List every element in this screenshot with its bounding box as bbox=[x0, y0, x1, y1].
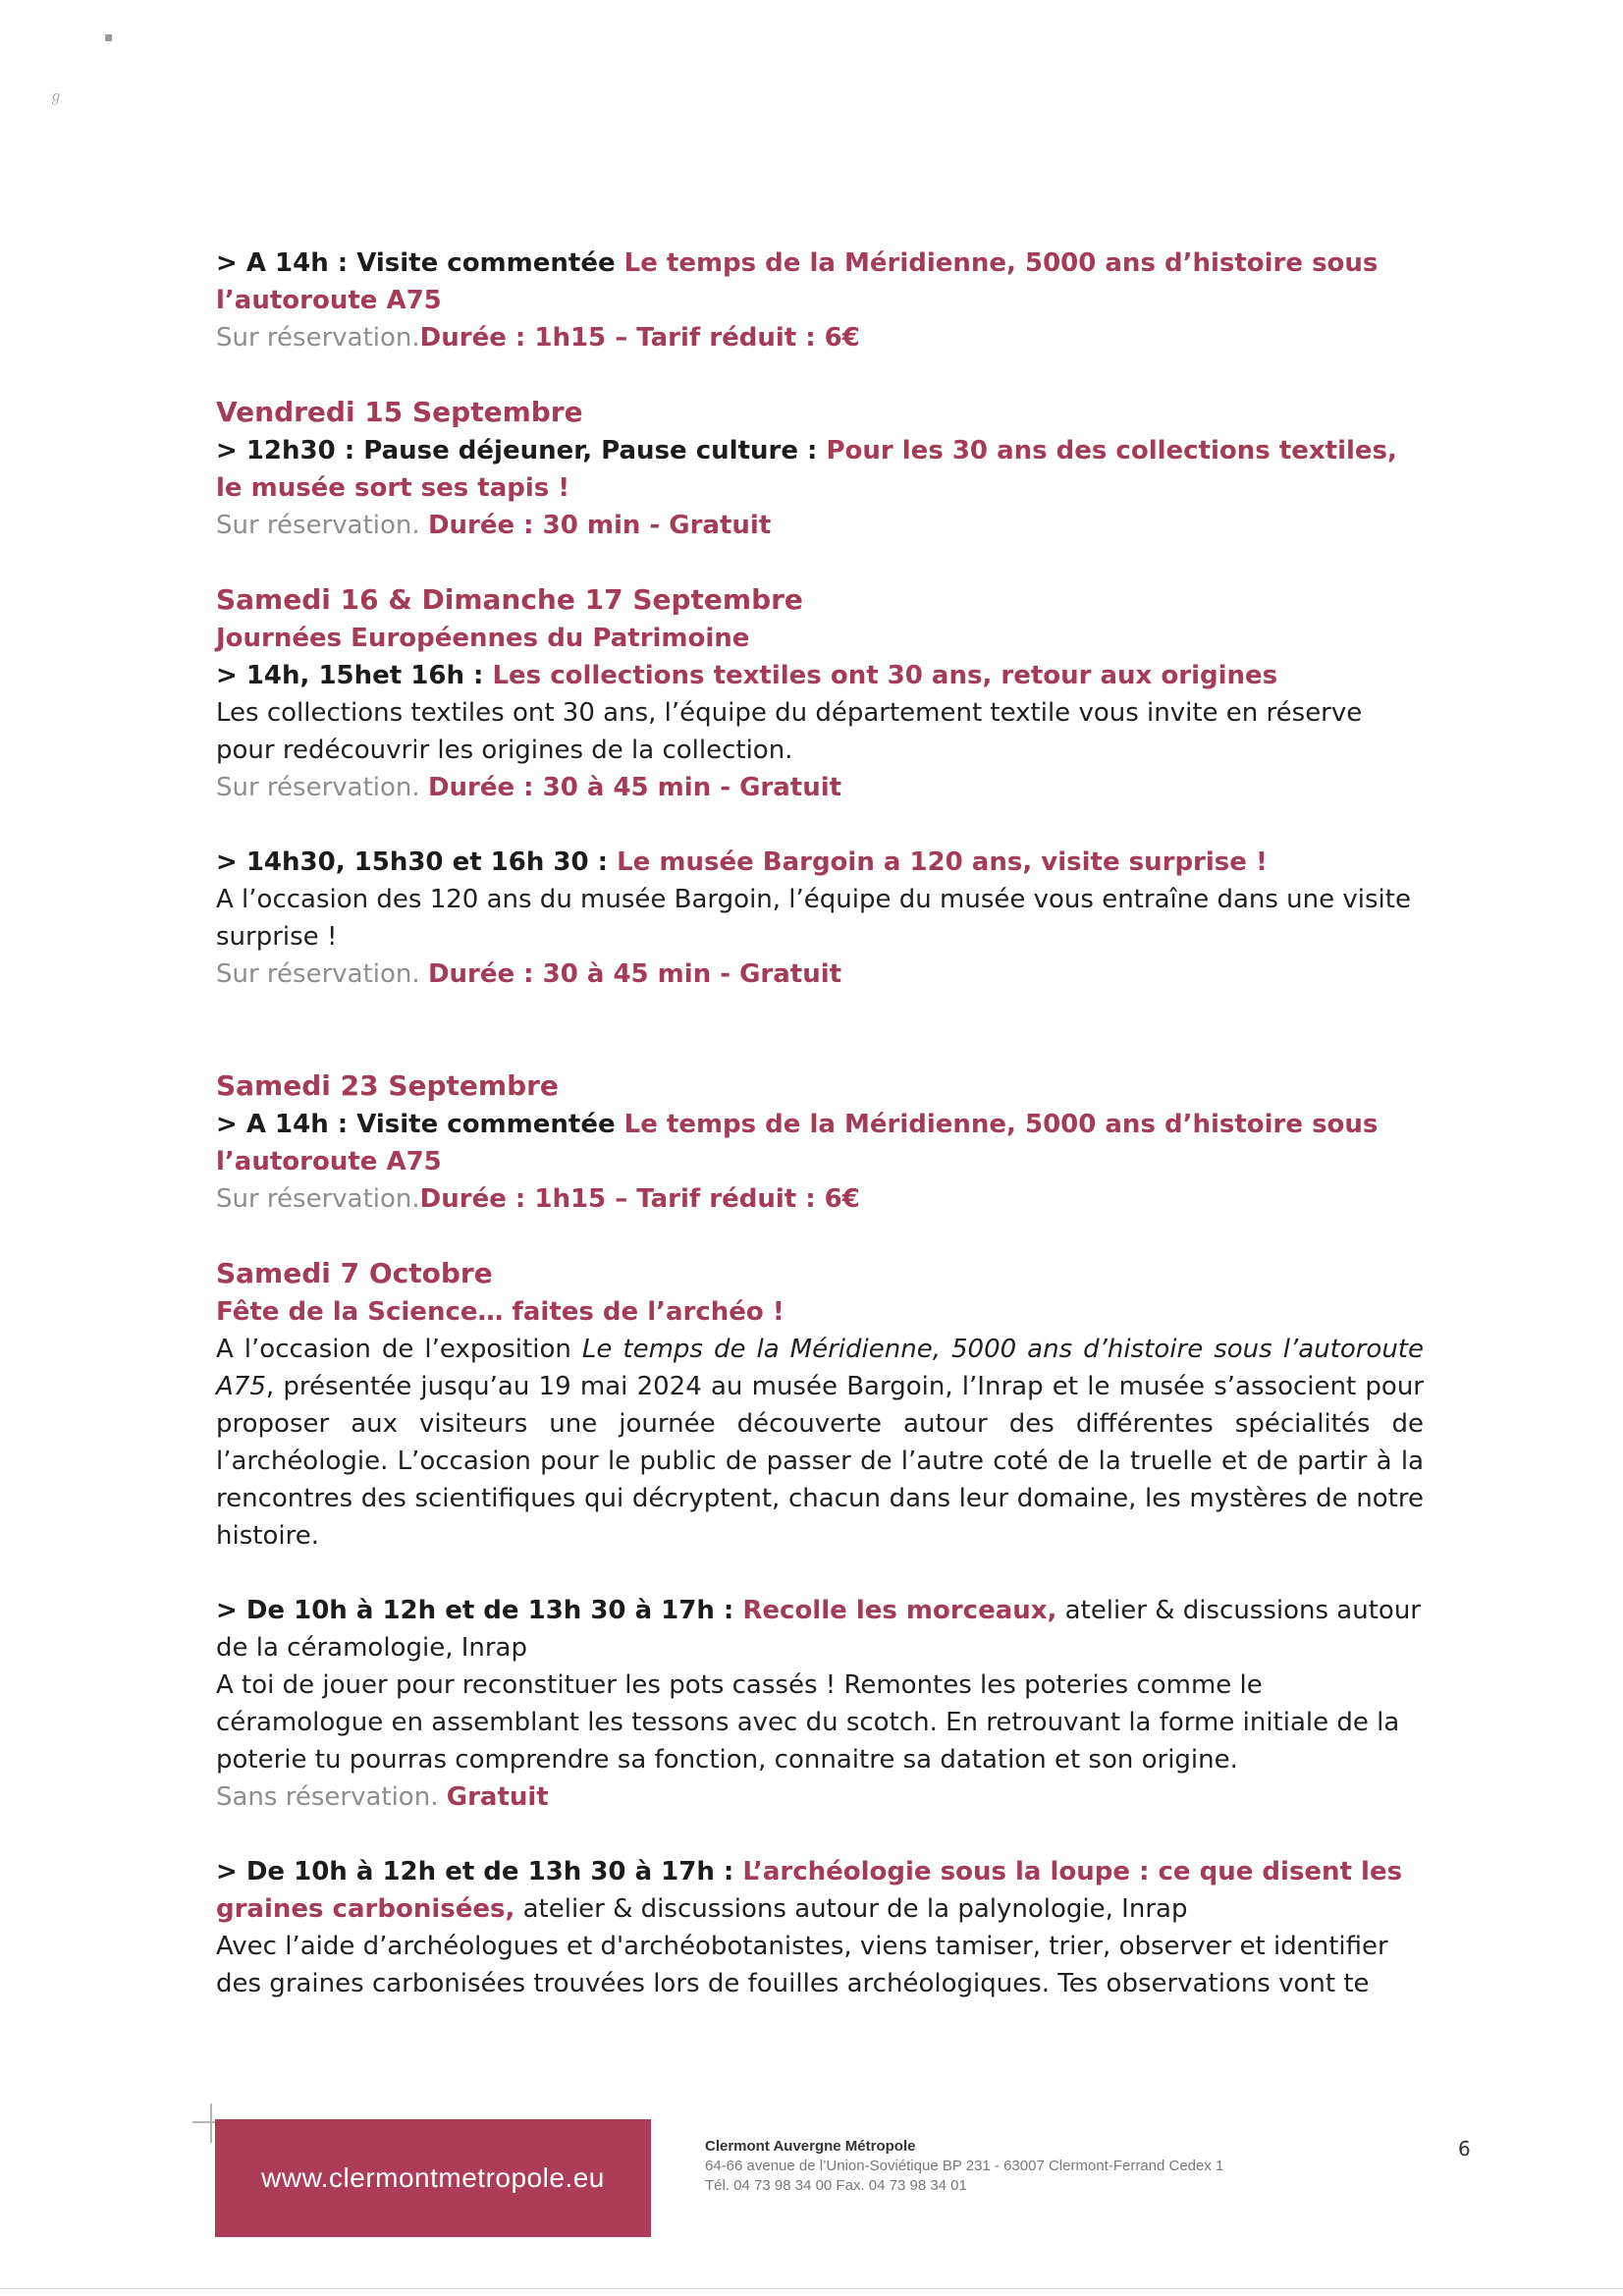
event-details: Durée : 30 min - Gratuit bbox=[427, 511, 772, 540]
website-banner[interactable] bbox=[215, 2119, 651, 2237]
event-title: L’archéologie sous la loupe : ce que disent les graines carbonisées, bbox=[216, 1857, 1403, 1924]
event-details: Durée : 30 à 45 min - Gratuit bbox=[427, 959, 842, 989]
event-time: > 12h30 : Pause déjeuner, Pause culture : bbox=[216, 436, 827, 465]
event-series-title: Journées Européennes du Patrimoine bbox=[216, 624, 750, 653]
event-details: Durée : 30 à 45 min - Gratuit bbox=[427, 773, 842, 802]
date-label: Samedi 16 & Dimanche 17 Septembre bbox=[216, 583, 803, 616]
reservation-note: Sans réservation. bbox=[216, 1782, 447, 1812]
postal-address: 64-66 avenue de l’Union-Soviétique BP 231 - 63007 Clermont-Ferrand Cedex 1 bbox=[705, 2158, 1224, 2174]
event-subtitle: atelier & discussions autour de la céramologie, Inrap bbox=[216, 1596, 1421, 1663]
event-time: > A 14h : Visite commentée bbox=[216, 248, 624, 278]
date-label: Samedi 23 Septembre bbox=[216, 1069, 559, 1102]
event-description: Avec l’aide d’archéologues et d'archéobotanistes, viens tamiser, trier, observer et identifier des graines carbonisées trouvées lors de fouilles archéologiques. Tes observations vont te bbox=[216, 1932, 1388, 1998]
event-details: Durée : 1h15 – Tarif réduit : 6€ bbox=[419, 323, 860, 353]
event-collections-textiles bbox=[216, 657, 1424, 806]
intro-paragraph bbox=[216, 1331, 1424, 1555]
date-heading bbox=[216, 394, 1424, 432]
date-label: Samedi 7 Octobre bbox=[216, 1257, 493, 1289]
event-archeologie-loupe bbox=[216, 1853, 1424, 2002]
organization-address bbox=[705, 2137, 1223, 2196]
event-title: Le temps de la Méridienne, 5000 ans d’histoire sous l’autoroute A75 bbox=[216, 248, 1379, 315]
event-title: Le temps de la Méridienne, 5000 ans d’histoire sous l’autoroute A75 bbox=[216, 1110, 1379, 1176]
event-description: Les collections textiles ont 30 ans, l’équipe du département textile vous invite en réserve pour redécouvrir les origines de la collection. bbox=[216, 698, 1363, 765]
event-series-title: Fête de la Science… faites de l’archéo ! bbox=[216, 1297, 784, 1327]
event-visite-commentee bbox=[216, 1106, 1424, 1218]
intro-text: A l’occasion de l’exposition bbox=[216, 1335, 582, 1364]
phone-fax: Tél. 04 73 98 34 00 Fax. 04 73 98 34 01 bbox=[705, 2177, 967, 2194]
date-heading bbox=[216, 581, 1424, 620]
event-pause-dejeuner bbox=[216, 432, 1424, 544]
event-visite-commentee bbox=[216, 245, 1424, 356]
intro-text: , présentée jusqu’au 19 mai 2024 au musée Bargoin, l’Inrap et le musée s’associent pour proposer aux visiteurs une journée découverte autour des différentes spécialités de l’archéologie. L’occasion pour le public de passer de l’autre coté de la truelle et de partir à la rencontres des scientifiques qui décryptent, chacun dans leur domaine, les mystères de notre histoire. bbox=[216, 1372, 1424, 1551]
event-description: A toi de jouer pour reconstituer les pots cassés ! Remontes les poteries comme le céramologue en assemblant les tessons avec du scotch. En retrouvant la forme initiale de la poterie tu pourras comprendre sa fonction, connaitre sa datation et son origine. bbox=[216, 1670, 1400, 1775]
event-time: > 14h, 15het 16h : bbox=[216, 661, 493, 690]
event-time: > A 14h : Visite commentée bbox=[216, 1110, 624, 1139]
event-musee-bargoin bbox=[216, 844, 1424, 993]
event-title: Le musée Bargoin a 120 ans, visite surprise ! bbox=[617, 847, 1268, 877]
event-subtitle: atelier & discussions autour de la palynologie, Inrap bbox=[514, 1894, 1188, 1924]
event-time: > 14h30, 15h30 et 16h 30 : bbox=[216, 847, 618, 877]
event-title: Les collections textiles ont 30 ans, retour aux origines bbox=[492, 661, 1278, 690]
organization-name: Clermont Auvergne Métropole bbox=[705, 2138, 916, 2155]
reservation-note: Sur réservation. bbox=[216, 323, 420, 353]
date-heading bbox=[216, 1255, 1424, 1293]
event-time: > De 10h à 12h et de 13h 30 à 17h : bbox=[216, 1857, 743, 1886]
section-subheading bbox=[216, 620, 1424, 657]
reservation-note: Sur réservation. bbox=[216, 959, 428, 989]
event-title: Pour les 30 ans des collections textiles, le musée sort ses tapis ! bbox=[216, 436, 1397, 503]
date-label: Vendredi 15 Septembre bbox=[216, 396, 583, 428]
scan-speck: ▪ bbox=[104, 29, 114, 45]
reservation-note: Sur réservation. bbox=[216, 511, 428, 540]
event-description: A l’occasion des 120 ans du musée Bargoin, l’équipe du musée vous entraîne dans une visite surprise ! bbox=[216, 885, 1411, 952]
event-recolle-morceaux bbox=[216, 1592, 1424, 1816]
reservation-note: Sur réservation. bbox=[216, 773, 428, 802]
section-subheading bbox=[216, 1293, 1424, 1331]
exhibition-title: Le temps de la Méridienne, 5000 ans d’histoire sous l’autoroute A75 bbox=[216, 1335, 1424, 1401]
event-title: Recolle les morceaux, bbox=[742, 1596, 1057, 1625]
document-body bbox=[216, 245, 1424, 2002]
event-details: Gratuit bbox=[446, 1782, 549, 1812]
event-details: Durée : 1h15 – Tarif réduit : 6€ bbox=[419, 1184, 860, 1214]
page-number: 6 bbox=[1458, 2137, 1471, 2160]
reservation-note: Sur réservation. bbox=[216, 1184, 420, 1214]
event-time: > De 10h à 12h et de 13h 30 à 17h : bbox=[216, 1596, 743, 1625]
website-url[interactable]: www.clermontmetropole.eu bbox=[261, 2162, 605, 2193]
date-heading bbox=[216, 1067, 1424, 1106]
divider bbox=[0, 2288, 1623, 2289]
scan-speck: ℊ bbox=[49, 89, 63, 105]
